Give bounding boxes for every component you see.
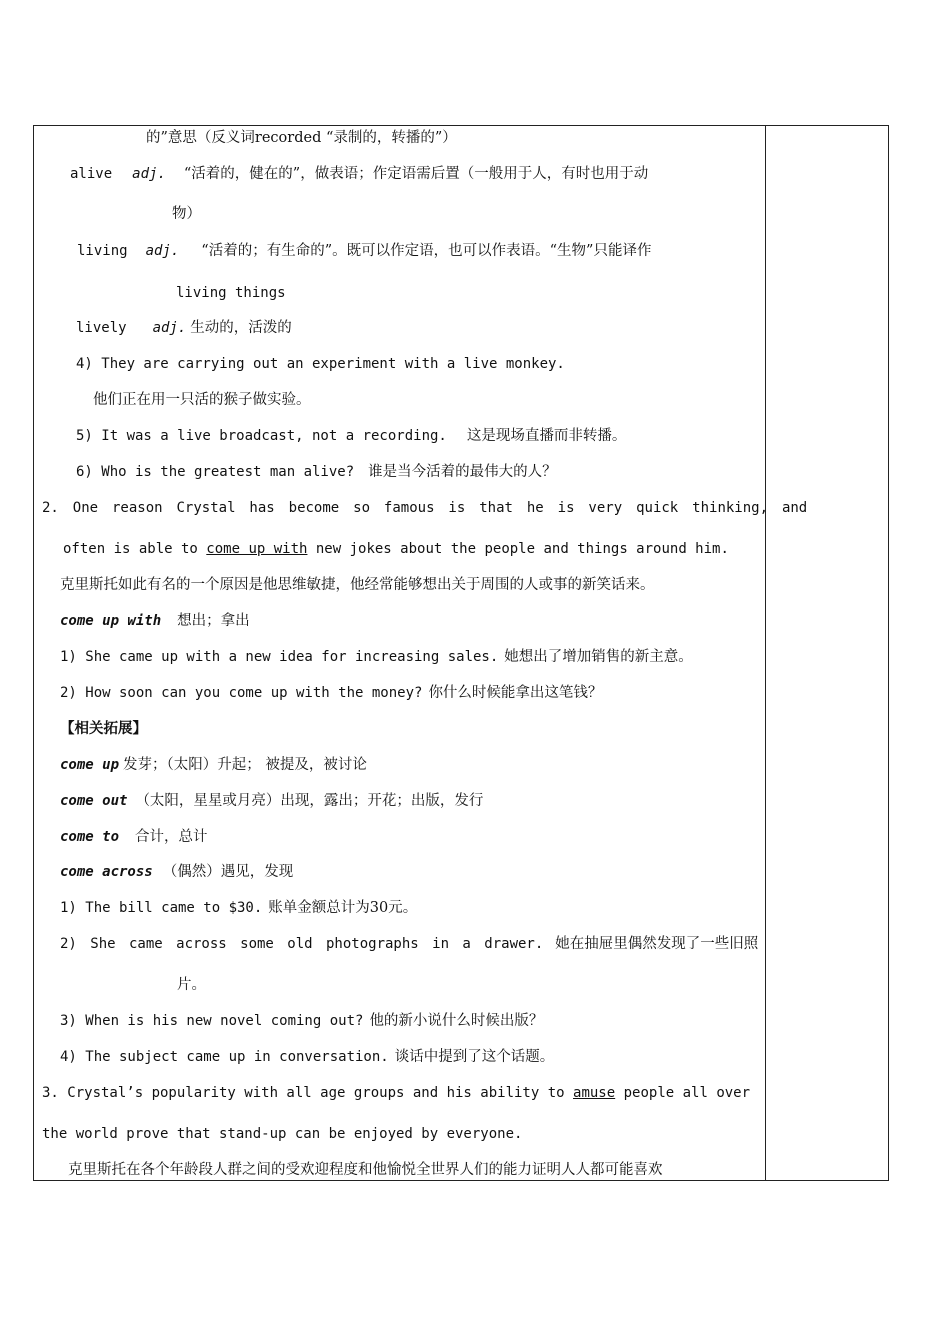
chinese-text: 这是现场直播而非转播。	[466, 428, 627, 444]
text: new jokes about the people and things around him.	[307, 541, 729, 557]
example-sentence	[60, 934, 757, 954]
text-line	[146, 128, 457, 148]
definition: “活着的；有生命的”。既可以作定语，也可以作表语。“生物”只能译作	[201, 243, 652, 259]
phrase-definition: （太阳，星星或月亮）出现，露出；开花；出版，发行	[135, 793, 484, 809]
sentence-3	[42, 1083, 750, 1103]
phrase-term: come to	[60, 829, 120, 845]
text: 的”意思（反义词recorded “录制的，转播的”）	[146, 130, 457, 146]
phrase-line	[60, 755, 367, 775]
section-heading	[60, 719, 147, 739]
text: 物）	[172, 206, 201, 222]
vocab-word: lively	[76, 320, 127, 336]
part-of-speech: adj.	[132, 166, 166, 182]
phrase-definition: 想出；拿出	[177, 613, 250, 629]
example-sentence	[60, 1047, 554, 1067]
sentence-3-translation	[68, 1160, 663, 1180]
example-translation	[93, 390, 311, 410]
chinese-text: 谈话中提到了这个话题。	[394, 1049, 555, 1065]
english-text: 4) The subject came up in conversation.	[60, 1049, 389, 1065]
text: 3. Crystal’s popularity with all age groups and his ability to	[42, 1085, 574, 1101]
chinese-text: 她在抽屉里偶然发现了一些旧照	[555, 936, 759, 952]
sentence-3-continued	[42, 1124, 522, 1144]
sentence-2-continued	[63, 539, 729, 559]
phrase-term: come out	[60, 793, 128, 809]
english-text: 1) The bill came to $30.	[60, 900, 263, 916]
sentence-2	[42, 498, 808, 518]
text-line	[172, 204, 201, 224]
vocab-line-alive	[70, 164, 648, 184]
example-sentence	[60, 683, 602, 703]
phrase-line	[60, 791, 483, 811]
english-text: 2) How soon can you come up with the money?	[60, 685, 423, 701]
example-sentence	[60, 1011, 543, 1031]
example-sentence	[60, 898, 417, 918]
sentence-2-translation	[60, 575, 655, 595]
definition: 生动的，活泼的	[190, 320, 292, 336]
chinese-text: 谁是当今活着的最伟大的人？	[368, 464, 557, 480]
phrase-heading	[60, 611, 250, 631]
part-of-speech: adj.	[145, 243, 180, 259]
english-text: 6) Who is the greatest man alive?	[76, 464, 355, 480]
text: the world prove that stand-up can be enjoyed by everyone.	[42, 1126, 523, 1142]
text-line	[177, 975, 206, 995]
phrase-term: come up with	[60, 613, 162, 629]
text: 克里斯托在各个年龄段人群之间的受欢迎程度和他愉悦全世界人们的能力证明人人都可能喜欢	[68, 1162, 663, 1178]
chinese-text: 你什么时候能拿出这笔钱？	[428, 685, 603, 701]
text: living things	[176, 285, 286, 301]
example-sentence	[76, 354, 565, 374]
text: people all over	[615, 1085, 751, 1101]
phrase-line	[60, 862, 293, 882]
text: 他们正在用一只活的猴子做实验。	[93, 392, 311, 408]
text: 4) They are carrying out an experiment with a live monkey.	[76, 356, 565, 372]
english-text: 1) She came up with a new idea for increasing sales.	[60, 649, 499, 665]
vocab-word: living	[77, 243, 128, 259]
text-line	[176, 283, 286, 303]
phrase-definition: 发芽；（太阳）升起； 被提及，被讨论	[123, 757, 367, 773]
text: 片。	[177, 977, 206, 993]
english-text: 2) She came across some old photographs in a drawer.	[60, 936, 544, 952]
vocab-line-living	[77, 241, 651, 261]
vocab-word: alive	[70, 166, 113, 182]
example-sentence	[60, 647, 693, 667]
chinese-text: 他的新小说什么时候出版？	[369, 1013, 544, 1029]
text: 克里斯托如此有名的一个原因是他思维敏捷，他经常能够想出关于周围的人或事的新笑话来。	[60, 577, 655, 593]
english-text: 5) It was a live broadcast, not a recording.	[76, 428, 447, 444]
example-sentence	[76, 426, 626, 446]
chinese-text: 她想出了增加销售的新主意。	[504, 649, 693, 665]
chinese-text: 账单金额总计为30元。	[268, 900, 418, 916]
definition: “活着的，健在的”，做表语；作定语需后置（一般用于人，有时也用于动	[183, 166, 649, 182]
phrase-term: come up	[60, 757, 120, 773]
text: 【相关拓展】	[60, 720, 147, 737]
text: 2. One reason Crystal has become so famous is that he is very quick thinking, and	[42, 500, 808, 516]
underlined-phrase: come up with	[206, 541, 308, 557]
english-text: 3) When is his new novel coming out?	[60, 1013, 364, 1029]
phrase-line	[60, 827, 208, 847]
part-of-speech: adj.	[152, 320, 187, 336]
underlined-word: amuse	[573, 1085, 616, 1101]
example-sentence	[76, 462, 557, 482]
phrase-term: come across	[60, 864, 153, 880]
text: often is able to	[63, 541, 207, 557]
column-divider	[765, 125, 766, 1181]
phrase-definition: （偶然）遇见，发现	[162, 864, 294, 880]
vocab-line-lively	[76, 318, 292, 338]
phrase-definition: 合计，总计	[135, 829, 208, 845]
